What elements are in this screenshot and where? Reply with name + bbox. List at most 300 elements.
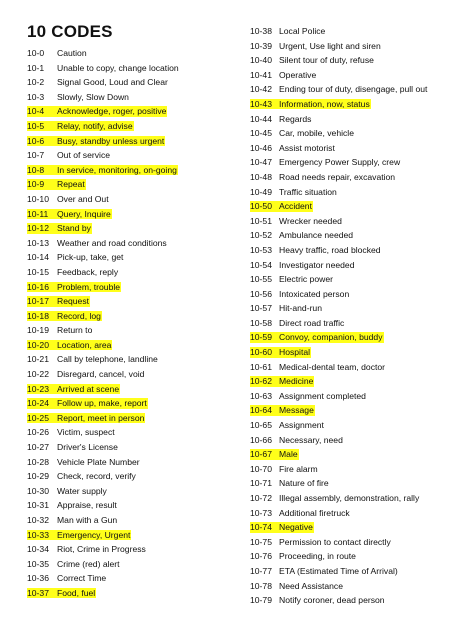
entry xyxy=(250,362,385,372)
entry xyxy=(250,581,343,591)
code-number: 10-4 xyxy=(27,106,45,117)
entry xyxy=(250,464,318,474)
highlighted-entry xyxy=(250,332,384,343)
code-row xyxy=(250,272,468,287)
code-number: 10-22 xyxy=(27,369,49,380)
highlighted-entry xyxy=(27,165,178,176)
code-number: 10-51 xyxy=(250,215,272,226)
code-number: 10-49 xyxy=(250,186,272,197)
entry xyxy=(250,245,381,255)
code-row xyxy=(27,382,227,397)
code-number: 10-26 xyxy=(27,427,49,438)
code-description: Check, record, verify xyxy=(57,471,136,482)
code-number: 10-11 xyxy=(27,208,49,219)
code-number: 10-9 xyxy=(27,179,45,190)
code-number: 10-14 xyxy=(27,252,49,263)
code-row xyxy=(27,61,227,76)
code-description: Busy, standby unless urgent xyxy=(57,135,165,146)
code-number: 10-37 xyxy=(27,587,49,598)
entry xyxy=(250,537,391,547)
entry xyxy=(27,354,158,364)
code-row xyxy=(27,75,227,90)
code-number: 10-18 xyxy=(27,310,49,321)
entry xyxy=(250,114,311,124)
code-number: 10-41 xyxy=(250,69,272,80)
entry xyxy=(250,435,343,445)
code-number: 10-44 xyxy=(250,113,272,124)
code-description: Crime (red) alert xyxy=(57,558,120,569)
code-row xyxy=(27,221,227,236)
code-number: 10-31 xyxy=(27,500,49,511)
code-row xyxy=(27,148,227,163)
code-row xyxy=(250,506,468,521)
code-number: 10-21 xyxy=(27,354,49,365)
code-description: Acknowledge, roger, positive xyxy=(57,106,167,117)
code-row xyxy=(27,207,227,222)
code-description: Assignment completed xyxy=(279,390,366,401)
entry xyxy=(27,544,146,554)
code-description: Food, fuel xyxy=(57,587,96,598)
page-title: 10 CODES xyxy=(27,22,113,41)
code-number: 10-54 xyxy=(250,259,272,270)
code-description: Necessary, need xyxy=(279,434,343,445)
code-row xyxy=(250,258,468,273)
code-number: 10-64 xyxy=(250,405,272,416)
code-row xyxy=(250,287,468,302)
code-row xyxy=(27,90,227,105)
code-number: 10-65 xyxy=(250,420,272,431)
code-number: 10-74 xyxy=(250,522,272,533)
code-row xyxy=(27,323,227,338)
highlighted-entry xyxy=(27,398,148,409)
code-description: Return to xyxy=(57,325,93,336)
code-description: Stand by xyxy=(57,223,91,234)
code-row xyxy=(27,571,227,586)
code-description: Location, area xyxy=(57,339,112,350)
highlighted-entry xyxy=(27,121,134,132)
code-number: 10-19 xyxy=(27,325,49,336)
code-description: Operative xyxy=(279,69,317,80)
code-row xyxy=(27,177,227,192)
code-row xyxy=(250,24,468,39)
entry xyxy=(27,515,117,525)
highlighted-entry xyxy=(27,311,102,322)
code-description: Out of service xyxy=(57,150,111,161)
code-description: Illegal assembly, demonstration, rally xyxy=(279,493,420,503)
code-row xyxy=(250,170,468,185)
code-number: 10-75 xyxy=(250,536,272,547)
code-description: Nature of fire xyxy=(279,478,329,489)
code-description: Weather and road conditions xyxy=(57,237,167,248)
code-description: Emergency Power Supply, crew xyxy=(279,157,401,168)
code-number: 10-46 xyxy=(250,142,272,153)
entry xyxy=(250,303,322,313)
code-row xyxy=(250,228,468,243)
entry xyxy=(250,230,353,240)
code-row xyxy=(27,455,227,470)
entry xyxy=(27,369,144,379)
entry xyxy=(250,420,324,430)
code-row xyxy=(27,440,227,455)
entry xyxy=(27,573,106,583)
entry xyxy=(250,391,366,401)
entry xyxy=(250,157,400,167)
code-description: Driver's License xyxy=(57,442,118,453)
code-row xyxy=(250,243,468,258)
entry xyxy=(27,442,118,452)
highlighted-entry xyxy=(250,99,371,110)
highlighted-entry xyxy=(27,179,86,190)
entry xyxy=(250,260,355,270)
code-description: Assignment xyxy=(279,420,324,431)
code-number: 10-15 xyxy=(27,266,49,277)
code-description: Medical-dental team, doctor xyxy=(279,361,386,372)
code-number: 10-78 xyxy=(250,580,272,591)
highlighted-entry xyxy=(250,522,314,533)
code-number: 10-77 xyxy=(250,565,272,576)
code-row xyxy=(27,163,227,178)
highlighted-entry xyxy=(27,340,112,351)
code-description: Record, log xyxy=(57,310,101,321)
code-number: 10-57 xyxy=(250,303,272,314)
code-description: Medicine xyxy=(279,376,314,387)
code-description: Vehicle Plate Number xyxy=(57,456,140,467)
code-row xyxy=(250,199,468,214)
code-row xyxy=(27,498,227,513)
highlighted-entry xyxy=(27,209,112,220)
entry xyxy=(27,267,118,277)
entry xyxy=(250,508,350,518)
code-row xyxy=(27,265,227,280)
highlighted-entry xyxy=(250,449,299,460)
code-row xyxy=(27,236,227,251)
code-number: 10-5 xyxy=(27,120,45,131)
code-description: Heavy traffic, road blocked xyxy=(279,244,381,255)
code-description: Notify coroner, dead person xyxy=(279,595,385,606)
code-row xyxy=(27,542,227,557)
code-description: Investigator needed xyxy=(279,259,355,270)
entry xyxy=(27,471,136,481)
code-description: Riot, Crime in Progress xyxy=(57,544,146,555)
code-row xyxy=(250,549,468,564)
entry xyxy=(27,486,107,496)
code-row xyxy=(27,425,227,440)
highlighted-entry xyxy=(250,376,314,387)
code-row xyxy=(250,374,468,389)
entry xyxy=(27,252,123,262)
entry xyxy=(27,457,140,467)
code-number: 10-17 xyxy=(27,296,49,307)
code-number: 10-32 xyxy=(27,515,49,525)
code-number: 10-6 xyxy=(27,135,45,146)
code-number: 10-0 xyxy=(27,48,45,58)
code-description: Report, meet in person xyxy=(57,412,145,423)
entry xyxy=(250,84,427,94)
highlighted-entry xyxy=(27,136,165,147)
code-description: Water supply xyxy=(57,485,107,496)
code-number: 10-20 xyxy=(27,339,49,350)
code-number: 10-50 xyxy=(250,201,272,212)
code-description: Accident xyxy=(279,201,312,212)
code-number: 10-39 xyxy=(250,40,272,51)
code-number: 10-53 xyxy=(250,244,272,255)
code-row xyxy=(250,520,468,535)
code-number: 10-13 xyxy=(27,237,49,248)
code-row xyxy=(250,53,468,68)
code-row xyxy=(27,528,227,543)
code-number: 10-36 xyxy=(27,573,49,584)
entry xyxy=(27,48,87,58)
highlighted-entry xyxy=(27,588,96,599)
code-description: Local Police xyxy=(279,26,326,36)
entry xyxy=(27,77,168,87)
code-row xyxy=(27,367,227,382)
code-row xyxy=(27,309,227,324)
code-description: Negative xyxy=(279,522,313,533)
code-row xyxy=(250,155,468,170)
code-number: 10-10 xyxy=(27,193,49,204)
code-number: 10-7 xyxy=(27,150,45,161)
code-description: Intoxicated person xyxy=(279,288,350,299)
code-row xyxy=(27,513,227,528)
code-description: Permission to contact directly xyxy=(279,536,391,547)
entry xyxy=(250,26,325,36)
code-number: 10-27 xyxy=(27,442,49,453)
code-row xyxy=(27,396,227,411)
code-row xyxy=(250,462,468,477)
entry xyxy=(27,92,129,102)
entry xyxy=(250,216,342,226)
code-number: 10-79 xyxy=(250,595,272,606)
code-number: 10-8 xyxy=(27,164,45,175)
code-description: Regards xyxy=(279,113,312,124)
code-number: 10-76 xyxy=(250,551,272,562)
code-description: Problem, trouble xyxy=(57,281,121,292)
code-number: 10-55 xyxy=(250,274,272,285)
code-row xyxy=(27,250,227,265)
code-description: Relay, notify, advise xyxy=(57,120,133,131)
code-row xyxy=(250,491,468,506)
code-description: ETA (Estimated Time of Arrival) xyxy=(279,565,398,576)
code-description: Road needs repair, excavation xyxy=(279,171,396,182)
code-description: Slowly, Slow Down xyxy=(57,91,129,102)
entry xyxy=(250,41,381,51)
code-number: 10-30 xyxy=(27,485,49,496)
code-row xyxy=(27,352,227,367)
code-number: 10-28 xyxy=(27,456,49,467)
code-row xyxy=(27,484,227,499)
code-row xyxy=(250,82,468,97)
code-number: 10-45 xyxy=(250,128,272,139)
code-number: 10-58 xyxy=(250,317,272,328)
code-row xyxy=(250,476,468,491)
code-description: Caution xyxy=(57,48,87,58)
entry xyxy=(27,500,117,510)
code-row xyxy=(250,330,468,345)
code-number: 10-72 xyxy=(250,493,272,503)
code-description: Urgent, Use light and siren xyxy=(279,40,381,51)
code-description: Signal Good, Loud and Clear xyxy=(57,77,168,88)
code-row xyxy=(250,39,468,54)
code-number: 10-12 xyxy=(27,223,49,234)
entry xyxy=(250,143,335,153)
code-description: Silent tour of duty, refuse xyxy=(279,55,374,66)
entry xyxy=(250,478,329,488)
code-description: Car, mobile, vehicle xyxy=(279,128,354,139)
code-description: Pick-up, take, get xyxy=(57,252,124,263)
entry xyxy=(27,427,115,437)
code-row xyxy=(27,280,227,295)
code-description: Man with a Gun xyxy=(57,515,118,525)
entry xyxy=(250,70,316,80)
code-row xyxy=(250,141,468,156)
entry xyxy=(27,63,179,73)
code-row xyxy=(250,389,468,404)
code-number: 10-3 xyxy=(27,91,45,102)
code-row xyxy=(250,68,468,83)
code-description: Unable to copy, change location xyxy=(57,62,179,73)
entry xyxy=(27,238,167,248)
code-row xyxy=(250,593,468,608)
code-row xyxy=(250,185,468,200)
code-description: Hit-and-run xyxy=(279,303,322,314)
entry xyxy=(250,289,349,299)
entry xyxy=(27,559,120,569)
code-number: 10-60 xyxy=(250,347,272,358)
entry xyxy=(250,172,395,182)
entry xyxy=(250,595,385,605)
code-number: 10-23 xyxy=(27,383,49,394)
highlighted-entry xyxy=(27,223,92,234)
entry xyxy=(27,150,110,160)
code-description: Traffic situation xyxy=(279,186,337,197)
code-description: Call by telephone, landline xyxy=(57,354,158,365)
code-description: Information, now, status xyxy=(279,98,370,109)
code-number: 10-25 xyxy=(27,412,49,423)
code-row xyxy=(250,126,468,141)
code-number: 10-24 xyxy=(27,398,49,409)
entry xyxy=(250,274,333,284)
code-description: Emergency, Urgent xyxy=(57,529,131,540)
code-description: Disregard, cancel, void xyxy=(57,369,145,380)
code-description: Direct road traffic xyxy=(279,317,345,328)
code-row xyxy=(250,564,468,579)
code-number: 10-63 xyxy=(250,390,272,401)
code-number: 10-43 xyxy=(250,98,272,109)
code-row xyxy=(27,586,227,601)
code-row xyxy=(27,294,227,309)
code-description: Follow up, make, report xyxy=(57,398,147,409)
code-description: Need Assistance xyxy=(279,580,344,591)
code-row xyxy=(27,46,227,61)
code-number: 10-67 xyxy=(250,449,272,460)
entry xyxy=(250,128,354,138)
entry xyxy=(250,55,374,65)
code-description: Over and Out xyxy=(57,193,109,204)
code-number: 10-56 xyxy=(250,288,272,299)
highlighted-entry xyxy=(250,201,313,212)
code-row xyxy=(250,433,468,448)
code-row xyxy=(27,557,227,572)
code-description: Electric power xyxy=(279,274,333,285)
code-number: 10-29 xyxy=(27,471,49,482)
highlighted-entry xyxy=(27,296,90,307)
code-description: Request xyxy=(57,296,90,307)
entry xyxy=(27,194,109,204)
code-description: Victim, suspect xyxy=(57,427,115,438)
entry xyxy=(250,566,398,576)
code-row xyxy=(250,360,468,375)
code-description: Male xyxy=(279,449,298,460)
code-description: Appraise, result xyxy=(57,500,117,511)
code-row xyxy=(250,316,468,331)
code-row xyxy=(250,403,468,418)
code-row xyxy=(27,104,227,119)
entry xyxy=(250,493,419,503)
codes-column-right xyxy=(250,24,468,608)
code-number: 10-33 xyxy=(27,529,49,540)
code-description: Additional firetruck xyxy=(279,507,350,518)
highlighted-entry xyxy=(27,106,167,117)
code-row xyxy=(250,97,468,112)
code-number: 10-61 xyxy=(250,361,272,372)
code-row xyxy=(27,119,227,134)
code-number: 10-62 xyxy=(250,376,272,387)
code-number: 10-73 xyxy=(250,507,272,518)
entry xyxy=(250,551,356,561)
highlighted-entry xyxy=(27,530,131,541)
code-number: 10-70 xyxy=(250,463,272,474)
code-number: 10-59 xyxy=(250,332,272,343)
code-row xyxy=(27,411,227,426)
entry xyxy=(250,187,337,197)
code-row xyxy=(250,301,468,316)
code-row xyxy=(250,345,468,360)
code-description: Query, Inquire xyxy=(57,208,111,219)
entry xyxy=(250,318,344,328)
code-description: Fire alarm xyxy=(279,463,318,474)
code-description: Proceeding, in route xyxy=(279,551,356,562)
code-row xyxy=(250,579,468,594)
code-description: Convoy, companion, buddy xyxy=(279,332,383,343)
code-number: 10-35 xyxy=(27,558,49,569)
code-description: Message xyxy=(279,405,314,416)
code-number: 10-48 xyxy=(250,171,272,182)
code-number: 10-66 xyxy=(250,434,272,445)
code-number: 10-34 xyxy=(27,544,49,555)
code-number: 10-71 xyxy=(250,478,272,489)
code-description: Wrecker needed xyxy=(279,215,342,226)
code-row xyxy=(27,192,227,207)
code-row xyxy=(250,112,468,127)
code-number: 10-40 xyxy=(250,55,272,66)
code-row xyxy=(27,469,227,484)
code-row xyxy=(27,134,227,149)
code-description: Assist motorist xyxy=(279,142,335,153)
code-description: Arrived at scene xyxy=(57,383,120,394)
codes-column-left xyxy=(27,46,227,601)
code-number: 10-2 xyxy=(27,77,45,88)
highlighted-entry xyxy=(27,384,120,395)
code-number: 10-1 xyxy=(27,62,45,73)
code-number: 10-38 xyxy=(250,26,272,36)
code-description: Correct Time xyxy=(57,573,107,584)
highlighted-entry xyxy=(250,347,311,358)
highlighted-entry xyxy=(27,413,145,424)
highlighted-entry xyxy=(27,282,121,293)
code-description: Feedback, reply xyxy=(57,266,119,277)
code-description: Repeat xyxy=(57,179,85,190)
